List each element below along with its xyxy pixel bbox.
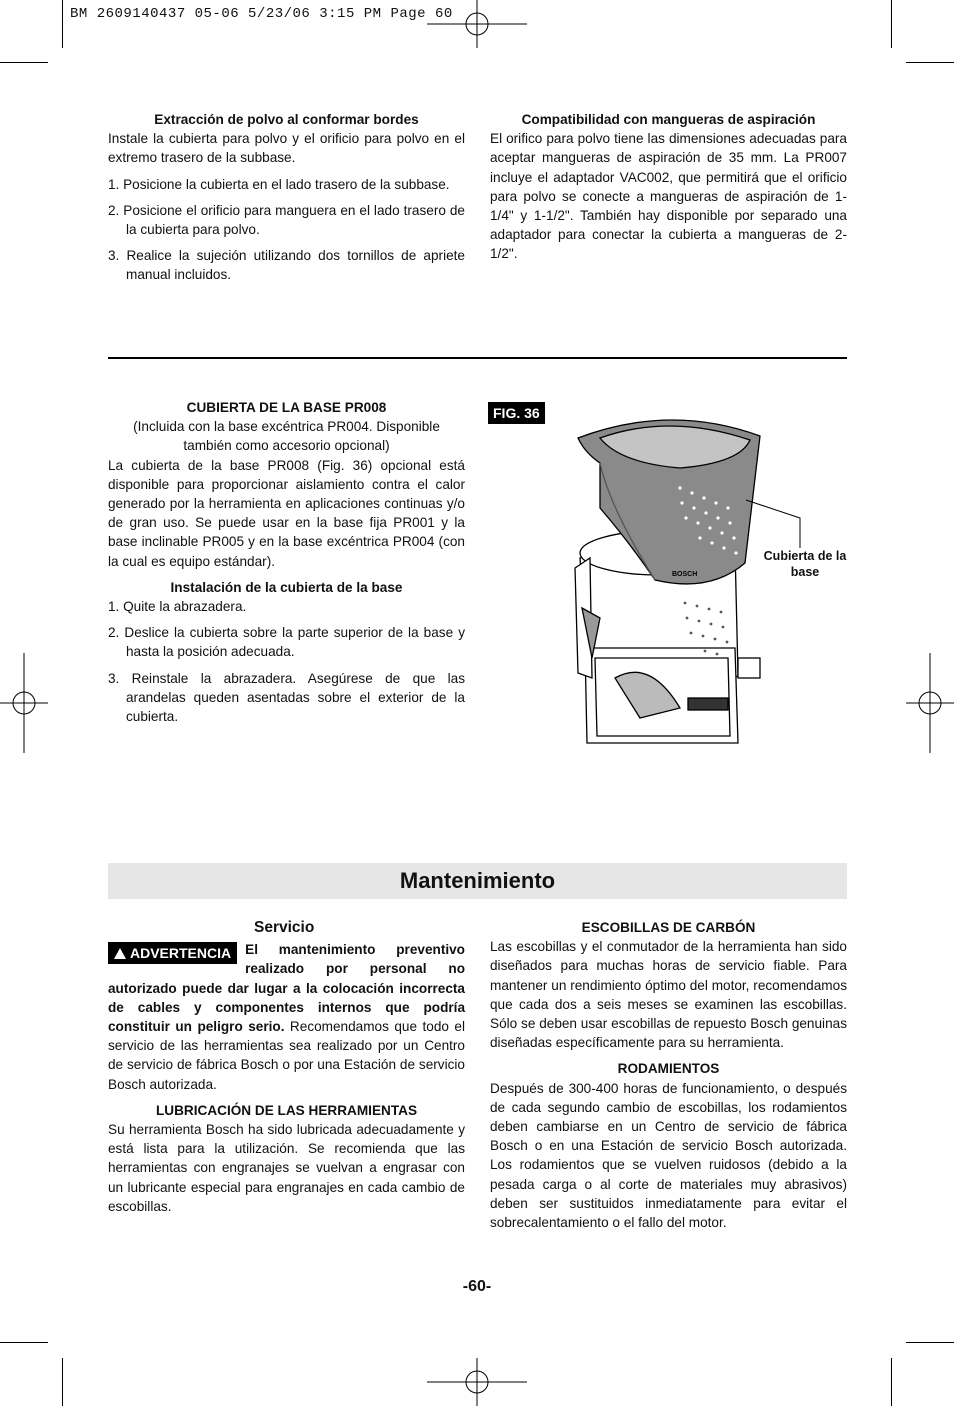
install-heading: Instalación de la cubierta de la base (170, 579, 403, 595)
bearings-heading: RODAMIENTOS (617, 1061, 720, 1077)
install-step-2: 2. Deslice la cubierta sobre la parte superior de la base y hasta la posición adecuada. (108, 625, 465, 660)
page-number: -60- (462, 1278, 492, 1295)
bearings-body: Después de 300-400 horas de funcionamiento, o después de cada segundo cambio de escobillas, los rodamientos deben cambiarse en un Centro de servicio de fábrica Bosch o en una Estación de servicio Bosch autorizada. Los rodamientos que se vuelven ruidosos (debido a la pesada carga o al corte de materiales muy abrasivos) deben ser sustituidos inmediatamente para evitar el sobrecalentamiento o el fallo del motor. (490, 1080, 847, 1231)
section-divider (108, 357, 847, 359)
cover-body: La cubierta de la base PR008 (Fig. 36) opcional está disponible para proporcionar aislamiento contra el calor generado por la herramienta en aplicaciones continuas y/o de gran uso. Se puede usar en la base fija PR001 y la base inclinable PR005 y en la base excéntrica PR004 (con la cual es equipo estándar). (108, 457, 465, 569)
figure-callout: Cubierta de la base (763, 549, 847, 579)
dust-step-2: 2. Posicione el orificio para manguera en el lado trasero de la cubierta para polvo. (108, 202, 465, 238)
cover-subtitle: (Incluida con la base excéntrica PR004. Disponible también como accesorio opcional) (133, 419, 440, 454)
dust-extraction-section (108, 110, 465, 285)
service-heading: Servicio (254, 919, 315, 936)
base-cover-section (108, 398, 465, 726)
dust-step-1: 1. Posicione la cubierta en el lado trasero de la subbase. (108, 176, 450, 192)
maintenance-title: Mantenimiento (399, 868, 556, 893)
hoses-heading: Compatibilidad con mangueras de aspiración (521, 112, 816, 127)
dust-step-3: 3. Realice la sujeción utilizando dos tornillos de apriete manual incluidos. (108, 248, 465, 283)
brushes-heading: ESCOBILLAS DE CARBÓN (581, 920, 756, 935)
lube-body: Su herramienta Bosch ha sido lubricada adecuadamente y está lista para la utilización. Se recomienda que las herramientas con engranajes se vuelvan a engrasar con un lubricante especial para engranajes en cada cambio de escobillas. (108, 1122, 465, 1214)
figure-label: FIG. 36 (488, 402, 545, 424)
warning-paragraph (108, 940, 465, 1094)
install-step-3: 3. Reinstale la abrazadera. Asegúrese de que las arandelas queden asentadas sobre el exterior de la cubierta. (108, 670, 465, 725)
brushes-bearings-section (490, 918, 847, 1232)
warning-triangle-icon (114, 948, 126, 959)
hose-compat-section (490, 110, 847, 264)
service-section (108, 918, 465, 1216)
hoses-body: El orifico para polvo tiene las dimensiones adecuadas para aceptar mangueras de aspiración de 35 mm. La PR007 incluye el adaptador VAC002, que permitirá que el orificio para polvo se conecte a mangueras de aspiración de 1-1/4" y 1-1/2". También hay disponible por separado una adaptador para conectar la cubierta a mangueras de 2-1/2". (490, 131, 847, 262)
brand-logo: BOSCH (672, 571, 698, 578)
warning-bold-text: El mantenimiento preventivo realizado por personal no autorizado puede dar lugar a la colocación incorrecta de cables y componentes internos que podría constituir un peligro serio. (108, 942, 465, 1035)
cover-heading: CUBIERTA DE LA BASE PR008 (186, 400, 387, 415)
printer-slug: BM 2609140437 05-06 5/23/06 3:15 PM Page 60 (70, 6, 453, 22)
dust-heading: Extracción de polvo al conformar bordes (154, 112, 419, 127)
warning-badge (108, 942, 237, 964)
maintenance-banner (108, 863, 847, 899)
warning-rest-text: Recomendamos que todo el servicio de las herramientas sea realizado por un Centro de servicio de fábrica Bosch o por una Estación de servicio Bosch autorizada. (108, 1019, 465, 1092)
install-step-1: 1. Quite la abrazadera. (108, 599, 247, 615)
lube-heading: LUBRICACIÓN DE LAS HERRAMIENTAS (155, 1102, 418, 1118)
dust-intro: Instale la cubierta para polvo y el orificio para polvo en el extremo trasero de la subbase. (108, 131, 465, 166)
brushes-body: Las escobillas y el conmutador de la herramienta han sido diseñados para muchas horas de servicio fiable. Para mantener un rendimiento óptimo del motor, recomendamos que cada dos a seis meses se examinen las escobillas. Sólo se deben usar escobillas de repuesto Bosch genuinas diseñadas específicamente para su herramienta. (490, 939, 847, 1051)
warning-label: ADVERTENCIA (130, 945, 232, 962)
